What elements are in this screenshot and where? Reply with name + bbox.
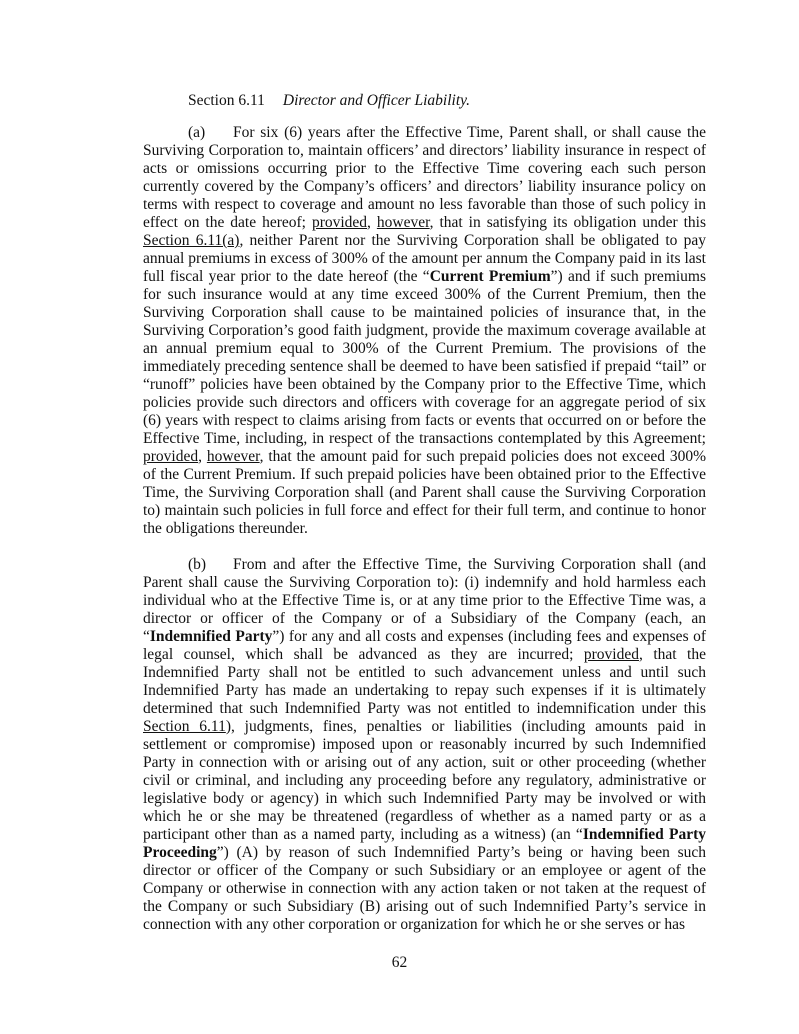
however-term: however	[376, 214, 430, 231]
page-number: 62	[391, 954, 408, 971]
paragraph-b-label: (b)	[188, 556, 207, 573]
section-heading	[143, 92, 706, 110]
paragraph-a	[143, 124, 706, 538]
paragraph-b-text-4: ), judgments, fines, penalties or liabilities (including amounts paid in settlement or compromise) imposed upon or reasonably incurred by such Indemnified Party in connection with or arising out of any action, suit or other proceeding (whether civil or criminal, and including any proceeding before any regulatory, administrative or legislative body or agency) in which such Indemnified Party may be involved or with which he or she may be threatened (regardless of whether as a named party or as a participant other than as a named party, including as a witness) (an “	[143, 718, 706, 843]
defined-term-current-premium: Current Premium	[429, 268, 551, 285]
provided-term: provided	[583, 646, 639, 663]
provided-term: provided	[143, 448, 199, 465]
defined-term-indemnified-party: Indemnified Party	[149, 628, 273, 645]
paragraph-a-label: (a)	[188, 124, 206, 141]
comma: ,	[198, 448, 207, 465]
paragraph-a-text-5: , that the amount paid for such prepaid policies does not exceed 300% of the Current Premium. If such prepaid policies have been obtained prior to the Effective Time, the Surviving Corporation shall (and Parent shall cause the Surviving Corporation to) maintain such policies in full force and effect for their full term, and continue to honor the obligations thereunder.	[143, 448, 706, 537]
defined-term-indemnified-party-proceeding: Indemnified Party Proceeding	[143, 826, 707, 861]
paragraph-b-text-3: , that the Indemnified Party shall not be entitled to such advancement unless and until such Indemnified Party has made an undertaking to repay such expenses if it is ultimately determined that such Indemnified Party was not entitled to indemnification under this	[143, 646, 706, 717]
section-reference: Section 6.11	[143, 718, 226, 735]
paragraph-b-text-1: From and after the Effective Time, the Surviving Corporation shall (and Parent shall cause the Surviving Corporation to): (i) indemnify and hold harmless each individual who at the Effective Time is, or at any time prior to the Effective Time was, a director or officer of the Company or of a Subsidiary of the Company (each, an “	[143, 556, 706, 645]
paragraph-b-text-5: ”) (A) by reason of such Indemnified Party’s being or having been such director or officer of the Company or such Subsidiary or an employee or agent of the Company or otherwise in connection with any action taken or not taken at the request of the Company or such Subsidiary (B) arising out of such Indemnified Party’s service in connection with any other corporation or organization for which he or she serves or has	[143, 844, 706, 933]
paragraph-b-text-2: ”) for any and all costs and expenses (including fees and expenses of legal counsel, which shall be advanced as they are incurred;	[143, 628, 707, 663]
paragraph-a-text-3: , neither Parent nor the Surviving Corporation shall be obligated to pay annual premiums in excess of 300% of the amount per annum the Company paid in its last full fiscal year prior to the date hereof (the “	[143, 232, 707, 285]
paragraph-a-text-1: For six (6) years after the Effective Time, Parent shall, or shall cause the Surviving Corporation to, maintain officers’ and directors’ liability insurance in respect of acts or omissions occurring prior to the Effective Time covering each such person currently covered by the Company’s officers’ and directors’ liability insurance policy on terms with respect to coverage and amount no less favorable than those of such policy in effect on the date hereof;	[143, 124, 706, 231]
provided-term: provided	[311, 214, 368, 231]
paragraph-a-text-4: ”) and if such premiums for such insurance would at any time exceed 300% of the Current Premium, then the Surviving Corporation shall cause to be maintained policies of insurance that, in the Surviving Corporation’s good faith judgment, provide the maximum coverage available at an annual premium equal to 300% of the Current Premium. The provisions of the immediately preceding sentence shall be deemed to have been satisfied if prepaid “tail” or “runoff” policies have been obtained by the Company prior to the Effective Time, which policies provide such directors and officers with coverage for an aggregate period of six (6) years with respect to claims arising from facts or events that occurred on or before the Effective Time, including, in respect of the transactions contemplated by this Agreement;	[143, 268, 707, 447]
paragraph-b	[143, 556, 706, 934]
section-number: Section 6.11	[188, 92, 265, 109]
paragraph-a-text-2: , that in satisfying its obligation under this	[429, 214, 706, 231]
comma: ,	[367, 214, 377, 231]
however-term: however	[206, 448, 260, 465]
section-title: Director and Officer Liability.	[282, 92, 471, 109]
section-reference: Section 6.11(a)	[143, 232, 240, 249]
document-body	[143, 92, 706, 952]
